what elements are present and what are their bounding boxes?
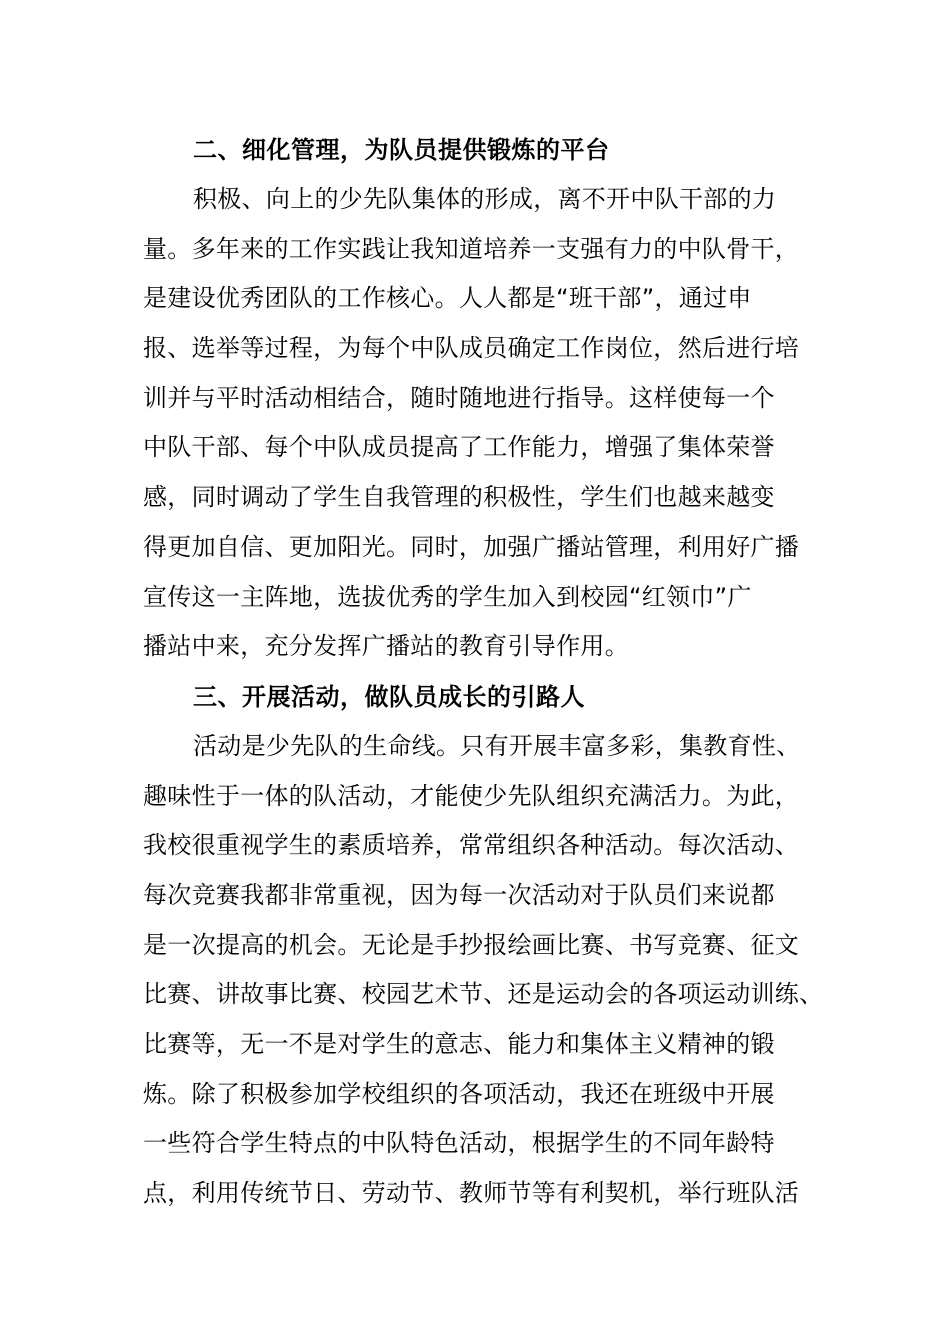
paragraph-line: 感，同时调动了学生自我管理的积极性，学生们也越来越变	[143, 483, 775, 512]
paragraph-line: 积极、向上的少先队集体的形成，离不开中队干部的力	[193, 185, 777, 213]
paragraph-line: 是一次提高的机会。无论是手抄报绘画比赛、书写竞赛、征文	[143, 930, 800, 959]
paragraph-line: 活动是少先队的生命线。只有开展丰富多彩，集教育性、	[193, 731, 801, 760]
paragraph-line: 我校很重视学生的素质培养，常常组织各种活动。每次活动、	[143, 831, 800, 860]
paragraph-line: 每次竞赛我都非常重视，因为每一次活动对于队员们来说都	[143, 880, 775, 909]
paragraph-line: 一些符合学生特点的中队特色活动，根据学生的不同年龄特	[143, 1129, 775, 1158]
paragraph-line: 是建设优秀团队的工作核心。人人都是“班干部”，通过申	[143, 284, 752, 313]
paragraph-line: 播站中来，充分发挥广播站的教育引导作用。	[143, 632, 629, 661]
paragraph-line: 训并与平时活动相结合，随时随地进行指导。这样使每一个	[143, 383, 775, 412]
paragraph-line: 量。多年来的工作实践让我知道培养一支强有力的中队骨干，	[143, 234, 800, 263]
paragraph-line: 趣味性于一体的队活动，才能使少先队组织充满活力。为此，	[143, 781, 800, 810]
paragraph-line: 报、选举等过程，为每个中队成员确定工作岗位，然后进行培	[143, 334, 800, 363]
paragraph-line: 点，利用传统节日、劳动节、教师节等有利契机，举行班队活	[143, 1179, 800, 1208]
paragraph-line: 中队干部、每个中队成员提高了工作能力，增强了集体荣誉	[143, 433, 775, 462]
section-3-heading: 三、开展活动，做队员成长的引路人	[193, 682, 585, 711]
paragraph-line: 比赛等，无一不是对学生的意志、能力和集体主义精神的锻	[143, 1030, 775, 1058]
paragraph-line: 炼。除了积极参加学校组织的各项活动，我还在班级中开展	[143, 1079, 775, 1108]
section-2-heading: 二、细化管理，为队员提供锻炼的平台	[193, 136, 610, 164]
document-page	[143, 125, 823, 1219]
paragraph-line: 比赛、讲故事比赛、校园艺术节、还是运动会的各项运动训练、	[143, 980, 824, 1009]
paragraph-line: 得更加自信、更加阳光。同时，加强广播站管理，利用好广播	[143, 532, 800, 561]
paragraph-line: 宣传这一主阵地，选拔优秀的学生加入到校园“红领巾”广	[143, 582, 752, 611]
